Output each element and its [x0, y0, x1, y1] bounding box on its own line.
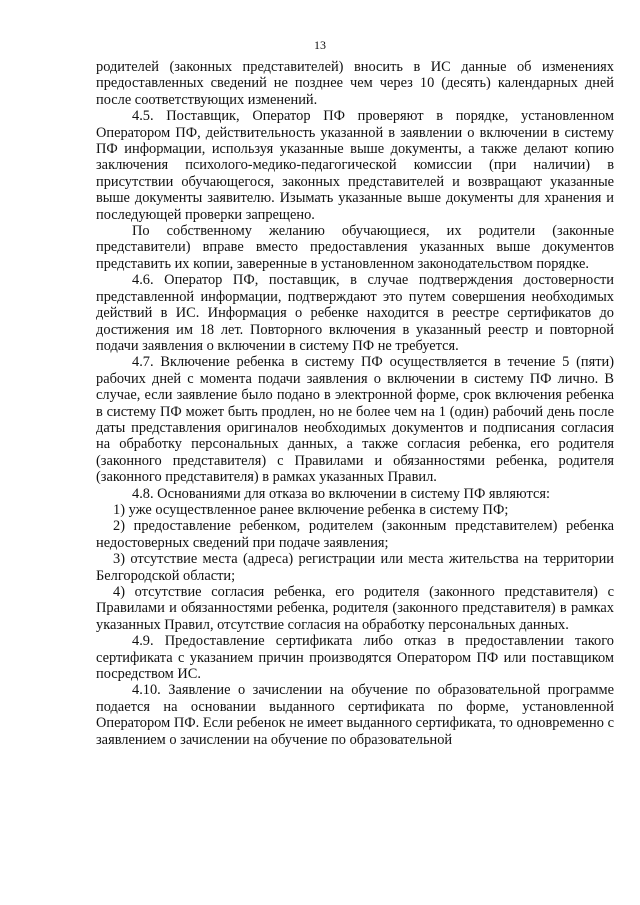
paragraph-4-7: 4.7. Включение ребенка в систему ПФ осуществляется в течение 5 (пяти) рабочих дней с момента подачи заявления о включении в систему ПФ лично. В случае, если заявление было подано в электронной форме, срок включения ребенка в систему ПФ может быть продлен, но не более чем на 1 (один) рабочий день после даты представления оригиналов необходимых документов и подписания согласия на обработку персональных данных, а также согласия ребенка, его родителя (законного представителя) с Правилами и обязанностями ребенка, родителя (законного представителя) в рамках указанных Правил. [96, 354, 614, 486]
list-item-2: 2) предоставление ребенком, родителем (законным представителем) ребенка недостоверных сведений при подаче заявления; [96, 518, 614, 551]
list-item-3: 3) отсутствие места (адреса) регистрации или места жительства на территории Белгородской области; [96, 551, 614, 584]
paragraph-4-9: 4.9. Предоставление сертификата либо отказ в предоставлении такого сертификата с указанием причин производятся Оператором ПФ или поставщиком посредством ИС. [96, 633, 614, 683]
paragraph-4-8: 4.8. Основаниями для отказа во включении в систему ПФ являются: [132, 485, 550, 502]
paragraph-4-10: 4.10. Заявление о зачислении на обучение по образовательной программе подается на основании выданного сертификата по форме, установленной Оператором ПФ. Если ребенок не имеет выданного сертификата, то одновременно с заявлением о зачислении на обучение по образовательной [96, 682, 614, 748]
paragraph-4-6: 4.6. Оператор ПФ, поставщик, в случае подтверждения достоверности представленной информации, подтверждают это путем совершения необходимых действий в ИС. Информация о ребенке находится в реестре сертификатов до достижения им 18 лет. Повторного включения в указанный реестр и повторной подачи заявления о включении в систему ПФ не требуется. [96, 272, 614, 354]
paragraph-copies: По собственному желанию обучающиеся, их родители (законные представители) вправе вместо предоставления указанных выше документов представить их копии, заверенные в установленном законодательством порядке. [96, 223, 614, 272]
paragraph-continuation: родителей (законных представителей) вносить в ИС данные об изменениях предоставленных сведений не позднее чем через 10 (десять) календарных дней после соответствующих изменений. [96, 59, 614, 108]
paragraph-4-5: 4.5. Поставщик, Оператор ПФ проверяют в порядке, установленном Оператором ПФ, действительность указанной в заявлении о включении в систему ПФ информации, используя указанные выше документы, а также делают копию заключения психолого-медико-педагогической комиссии (при наличии) в присутствии обучающегося, законных представителей и возвращают указанные выше документы заявителю. Изымать указанные выше документы для хранения и последующей проверки запрещено. [96, 108, 614, 223]
document-body [96, 59, 614, 748]
page-number: 13 [314, 38, 326, 52]
list-item-4: 4) отсутствие согласия ребенка, его родителя (законного представителя) с Правилами и обязанностями ребенка, родителя (законного представителя) в рамках указанных Правил, отсутствие согласия на обработку персональных данных. [96, 584, 614, 633]
list-item-1: 1) уже осуществленное ранее включение ребенка в систему ПФ; [113, 501, 509, 518]
